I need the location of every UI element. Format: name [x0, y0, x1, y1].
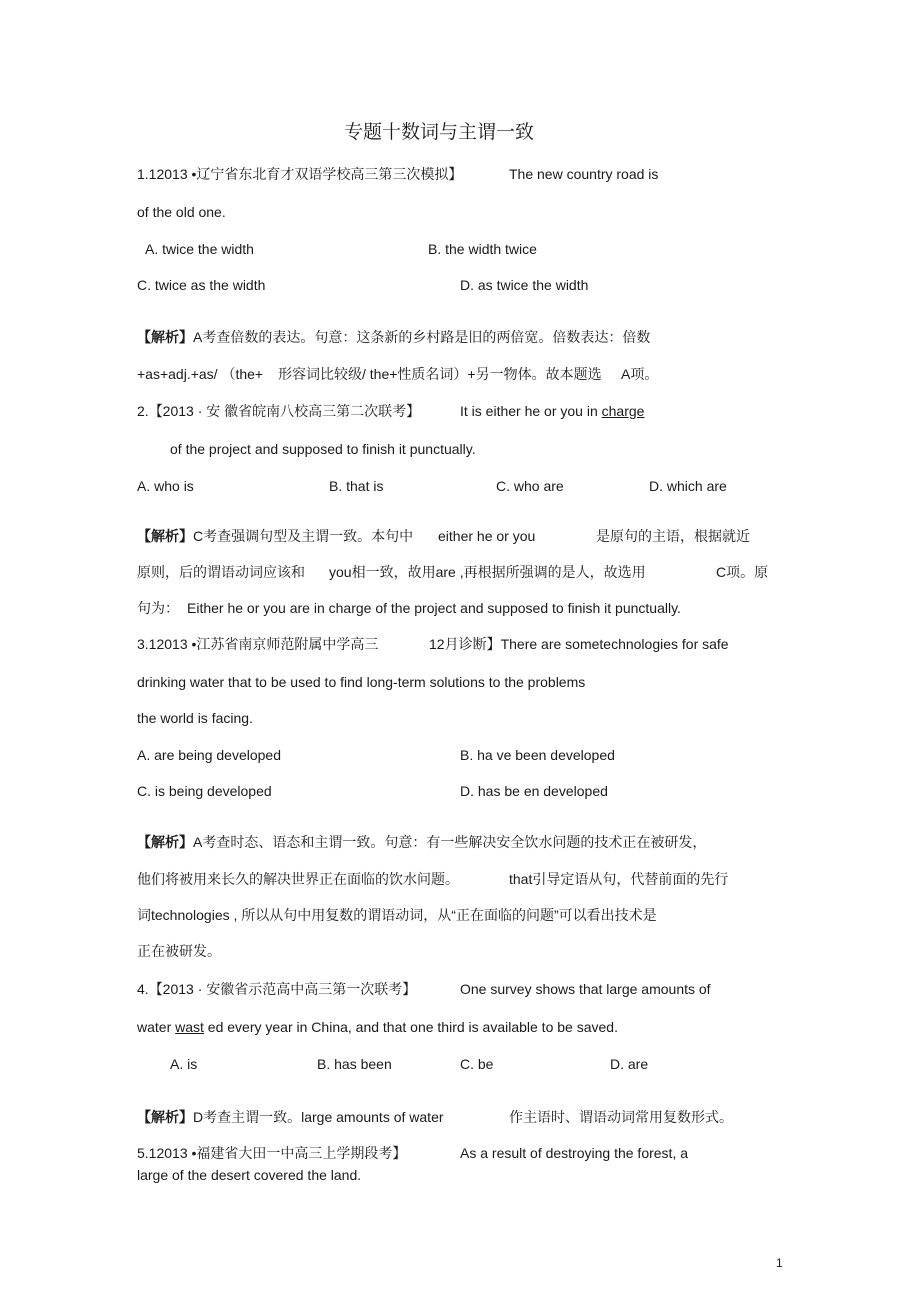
q1-option-d: D. as twice the width [460, 277, 589, 293]
q2-option-b: B. that is [329, 478, 384, 494]
q3-option-a: A. are being developed [137, 747, 281, 763]
q4-stem-b-start: water [137, 1019, 176, 1035]
q4-analysis-label: 【解析】 [137, 1109, 193, 1125]
q2-stem-b: of the project and supposed to finish it punctually. [170, 441, 476, 457]
q3-analysis-text1: A考查时态、语态和主谓一致。句意：有一些解决安全饮水问题的技术正在被研发， [193, 834, 707, 850]
q1-source: 1.12013 •辽宁省东北育才双语学校高三第三次模拟】 [137, 166, 463, 182]
q1-analysis-text1: A考查倍数的表达。句意：这条新的乡村路是旧的两倍宽。倍数表达：倍数 [193, 329, 651, 345]
q4-stem-a: One survey shows that large amounts of [460, 981, 711, 997]
q2-analysis-line1b: either he or you [438, 528, 536, 544]
q3-option-c: C. is being developed [137, 783, 272, 799]
q4-option-c: C. be [460, 1056, 494, 1072]
q4-analysis-line1 [137, 1108, 444, 1126]
q1-analysis-line1 [137, 328, 650, 346]
q5-stem-a: As a result of destroying the forest, a [460, 1145, 689, 1161]
q3-option-d: D. has be en developed [460, 783, 608, 799]
q1-option-b: B. the width twice [428, 241, 537, 257]
q2-option-d: D. which are [649, 478, 727, 494]
q2-source-text: 【2013 · 安 徽省皖南八校高三第二次联考】 [148, 403, 421, 419]
q1-analysis-line2b: 形容词比较级/ the+性质名词）+另一物体。故本题选 [278, 366, 602, 382]
q2-source [137, 402, 420, 420]
q2-analysis-line3a: 句为： [137, 600, 179, 616]
q3-analysis-line1 [137, 833, 706, 851]
q1-analysis-line2a: +as+adj.+as/ （the+ [137, 366, 264, 382]
q2-analysis-line1c: 是原句的主语，根据就近 [596, 528, 750, 544]
q2-option-a: A. who is [137, 478, 194, 494]
q2-option-c: C. who are [496, 478, 564, 494]
q2-analysis-label: 【解析】 [137, 528, 193, 544]
q3-analysis-line4: 正在被研发。 [137, 943, 221, 959]
q1-option-a: A. twice the width [145, 241, 254, 257]
q3-analysis-line3: 词technologies , 所以从句中用复数的谓语动词，从“正在面临的问题”可以看出技术是 [137, 907, 657, 923]
q5-stem-b: large of the desert covered the land. [137, 1167, 362, 1183]
q4-number: 4. [137, 981, 149, 997]
q3-analysis-label: 【解析】 [137, 834, 193, 850]
q2-stem-underlined: charge [601, 403, 645, 419]
q4-option-d: D. are [610, 1056, 649, 1072]
q1-stem-b: of the old one. [137, 204, 226, 220]
q2-analysis-line3b: Either he or you are in charge of the project and supposed to finish it punctually. [187, 600, 681, 616]
q2-analysis-line1 [137, 527, 413, 545]
q4-option-a: A. is [170, 1056, 198, 1072]
q3-stem-b: drinking water that to be used to find long-term solutions to the problems [137, 674, 586, 690]
q4-source [137, 980, 416, 998]
q3-stem-c: the world is facing. [137, 710, 253, 726]
q3-option-b: B. ha ve been developed [460, 747, 615, 763]
q2-analysis-line2b: you相一致，故用are ,再根据所强调的是人，故选用 [329, 564, 646, 580]
q4-stem-b [137, 1018, 618, 1036]
page-number: 1 [776, 1256, 783, 1270]
q3-analysis-line2a: 他们将被用来长久的解决世界正在面临的饮水问题。 [137, 871, 459, 887]
q4-analysis-line1b: 作主语时、谓语动词常用复数形式。 [509, 1109, 733, 1125]
q3-source-b: 12月诊断】There are sometechnologies for safe [429, 636, 729, 652]
q3-analysis-line2b: that引导定语从句，代替前面的先行 [509, 871, 729, 887]
q5-source: 5.12013 •福建省大田一中高三上学期段考】 [137, 1145, 407, 1161]
q4-source-text: 【2013 · 安徽省示范高中高三第一次联考】 [148, 981, 417, 997]
q2-number: 2. [137, 403, 149, 419]
q2-analysis-line2a: 原则，后的谓语动词应该和 [137, 564, 305, 580]
q4-analysis-text1a: D考查主谓一致。large amounts of water [193, 1109, 444, 1125]
q2-analysis-line2c: C项。原 [716, 564, 769, 580]
q4-stem-b-end: ed every year in China, and that one third is available to be saved. [203, 1019, 618, 1035]
q1-option-c: C. twice as the width [137, 277, 266, 293]
q2-analysis-text1a: C考查强调句型及主谓一致。本句中 [193, 528, 414, 544]
q4-stem-underlined: wast [175, 1019, 204, 1035]
page-title: 专题十数词与主谓一致 [344, 121, 535, 143]
q4-option-b: B. has been [317, 1056, 392, 1072]
q3-source-a: 3.12013 •江苏省南京师范附属中学高三 [137, 636, 379, 652]
q2-stem-a-text: It is either he or you in [460, 403, 602, 419]
q1-stem-a: The new country road is [509, 166, 659, 182]
q2-stem-a [460, 402, 644, 420]
q1-analysis-line2c: A项。 [621, 366, 659, 382]
q1-analysis-label: 【解析】 [137, 329, 193, 345]
